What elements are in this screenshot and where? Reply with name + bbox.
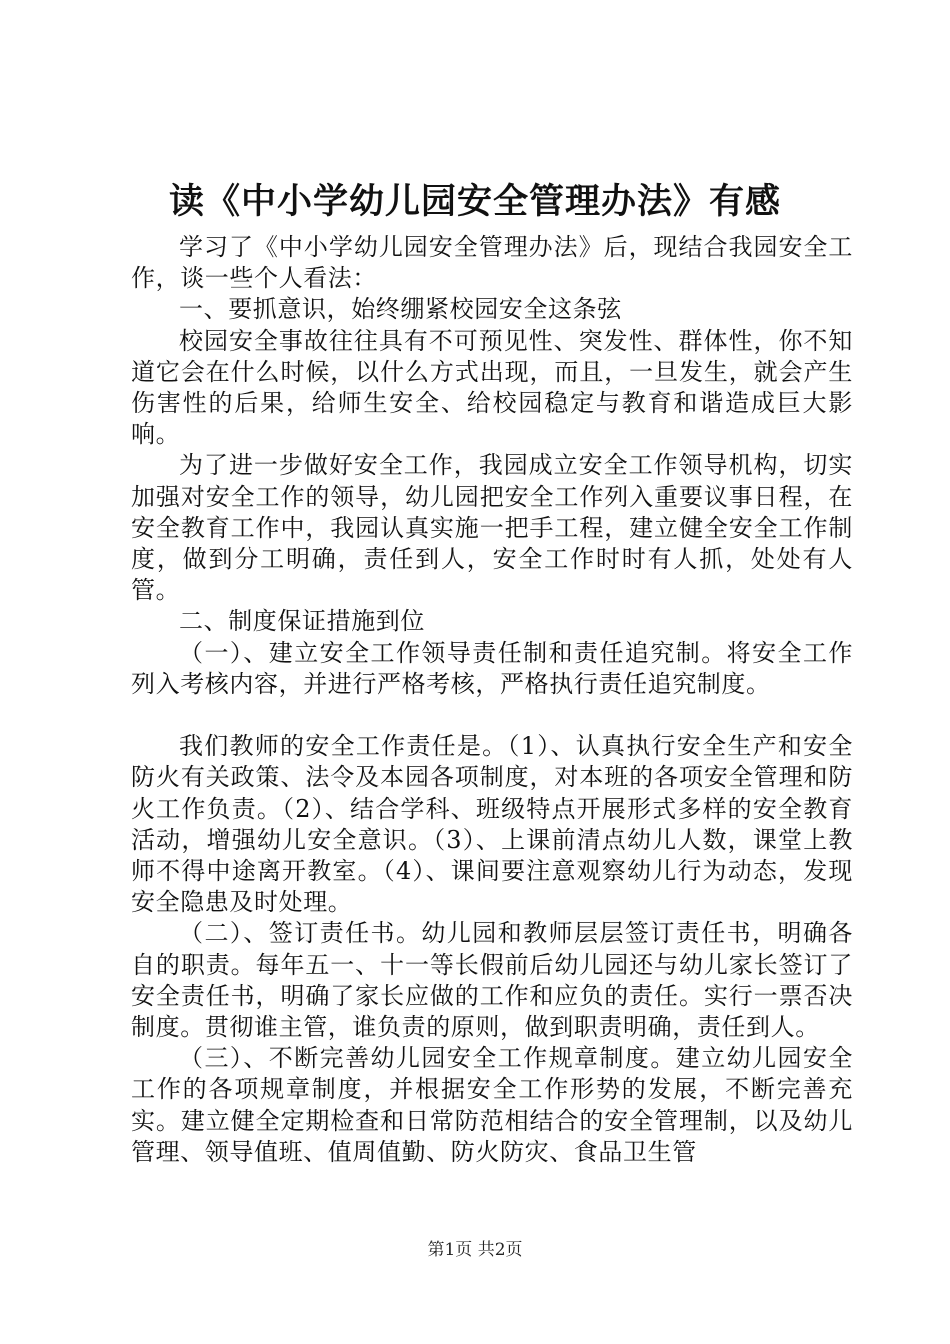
paragraph-rules-improvement: （三）、不断完善幼儿园安全工作规章制度。建立幼儿园安全工作的各项规章制度，并根据安全工作形势的发展，不断完善充实。建立健全定期检查和日常防范相结合的安全管理制，以及幼儿管理、领导值班、值周值勤、防火防灾、食品卫生管	[131, 1044, 853, 1166]
document-body	[131, 232, 853, 1168]
paragraph-leadership: 为了进一步做好安全工作，我园成立安全工作领导机构，切实加强对安全工作的领导，幼儿园把安全工作列入重要议事日程，在安全教育工作中，我园认真实施一把手工程，建立健全安全工作制度，做到分工明确，责任到人，安全工作时时有人抓，处处有人管。	[131, 451, 853, 605]
heading-section-2: 二、制度保证措施到位	[179, 607, 425, 636]
page-footer: 第1页 共2页	[427, 1240, 523, 1260]
paragraph-intro: 学习了《中小学幼儿园安全管理办法》后，现结合我园安全工作，谈一些个人看法：	[131, 233, 853, 293]
paragraph-spacer	[131, 700, 853, 731]
paragraph-accident-nature: 校园安全事故往往具有不可预见性、突发性、群体性，你不知道它会在什么时候，以什么方式出现，而且，一旦发生，就会产生伤害性的后果，给师生安全、给校园稳定与教育和谐造成巨大影响。	[131, 326, 853, 449]
document-title: 读《中小学幼儿园安全管理办法》有感	[168, 182, 781, 222]
paragraph-responsibility-letter: （二）、签订责任书。幼儿园和教师层层签订责任书，明确各自的职责。每年五一、十一等长假前后幼儿园还与幼儿家长签订了安全责任书，明确了家长应做的工作和应负的责任。实行一票否决制度。贯彻谁主管，谁负责的原则，做到职责明确，责任到人。	[131, 919, 853, 1042]
paragraph-teacher-duties: 我们教师的安全工作责任是。（1）、认真执行安全生产和安全防火有关政策、法令及本园各项制度，对本班的各项安全管理和防火工作负责。（2）、结合学科、班级特点开展形式多样的安全教育活动，增强幼儿安全意识。（3）、上课前清点幼儿人数，课堂上教师不得中途离开教室。（4）、课间要注意观察幼儿行为动态，发现安全隐患及时处理。	[131, 732, 853, 917]
paragraph-responsibility-system: （一）、建立安全工作领导责任制和责任追究制。将安全工作列入考核内容，并进行严格考核，严格执行责任追究制度。	[131, 638, 853, 698]
heading-section-1: 一、要抓意识，始终绷紧校园安全这条弦	[179, 295, 622, 324]
